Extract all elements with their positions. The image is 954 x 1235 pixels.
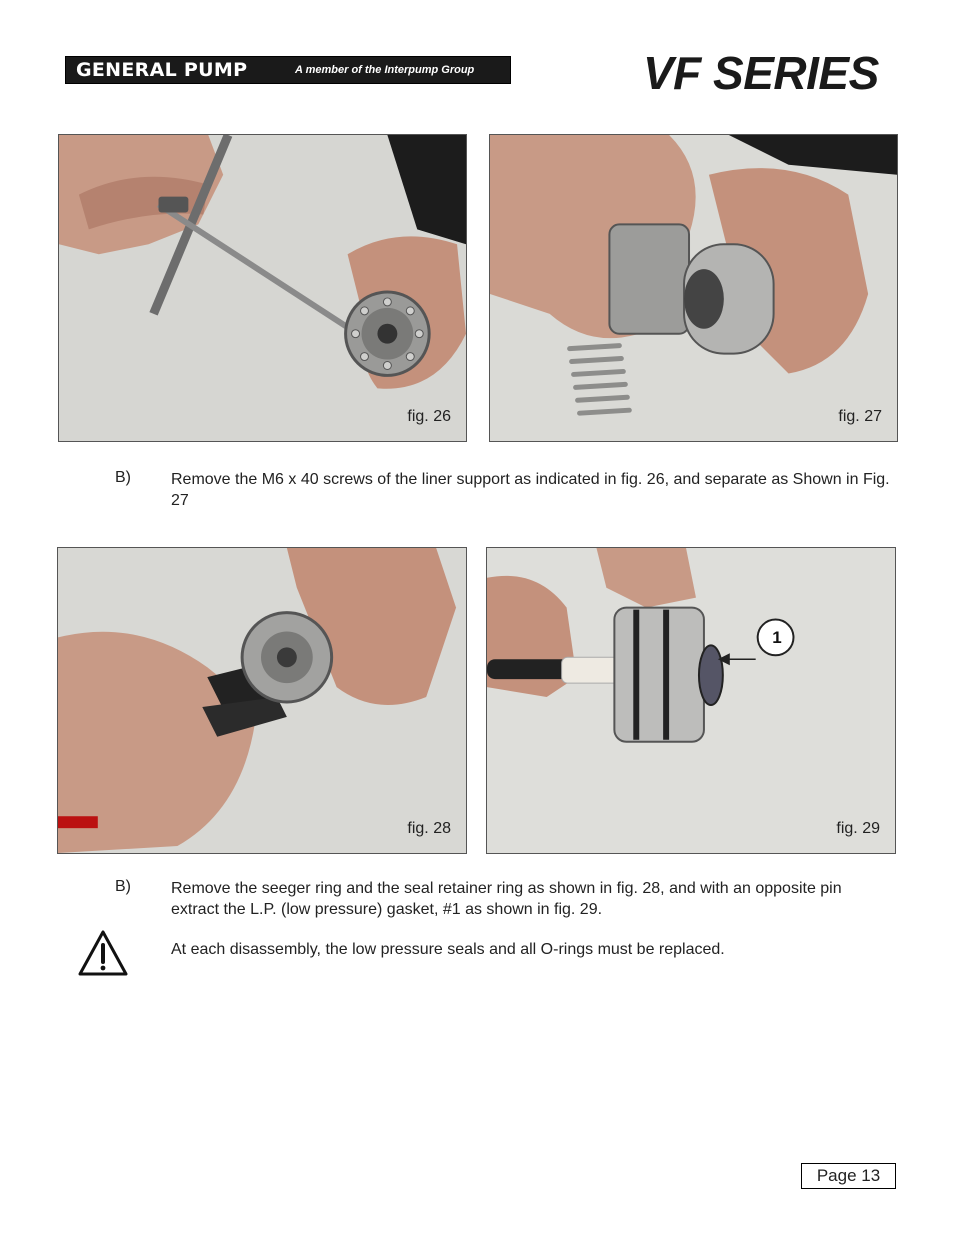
callout-1-badge: 1 [772, 628, 782, 647]
figure-27-label: fig. 27 [838, 408, 882, 425]
figure-28-illustration [58, 548, 466, 853]
figure-27-illustration [490, 135, 897, 441]
figure-29-photo [486, 547, 896, 854]
step-2-marker: B) [115, 878, 131, 895]
figure-28-label: fig. 28 [407, 820, 451, 837]
page-number: Page 13 [816, 1166, 881, 1185]
figure-27-photo [489, 134, 898, 442]
brand-bar [65, 56, 511, 84]
figure-26-photo [58, 134, 467, 442]
figure-28-photo [57, 547, 467, 854]
warning-triangle-icon [77, 929, 129, 977]
brand-tagline: A member of the Interpump Group [295, 64, 475, 76]
figure-26-illustration [59, 135, 466, 441]
step-2-text: Remove the seeger ring and the seal retainer ring as shown in fig. 28, and with an opposite pin extract the L.P. (low pressure) gasket, #1 as shown in fig. 29. [171, 880, 842, 918]
figure-29-label: fig. 29 [836, 820, 880, 837]
brand-name: GENERAL PUMP [76, 59, 248, 81]
series-title: VF SERIES [643, 47, 879, 99]
page-number-box [801, 1163, 896, 1189]
warning-text: At each disassembly, the low pressure seals and all O-rings must be replaced. [171, 941, 725, 958]
step-1-text: Remove the M6 x 40 screws of the liner support as indicated in fig. 26, and separate as Shown in Fig. 27 [171, 471, 890, 509]
figure-26-label: fig. 26 [407, 408, 451, 425]
figure-29-illustration [487, 548, 895, 853]
step-1-marker: B) [115, 469, 131, 486]
